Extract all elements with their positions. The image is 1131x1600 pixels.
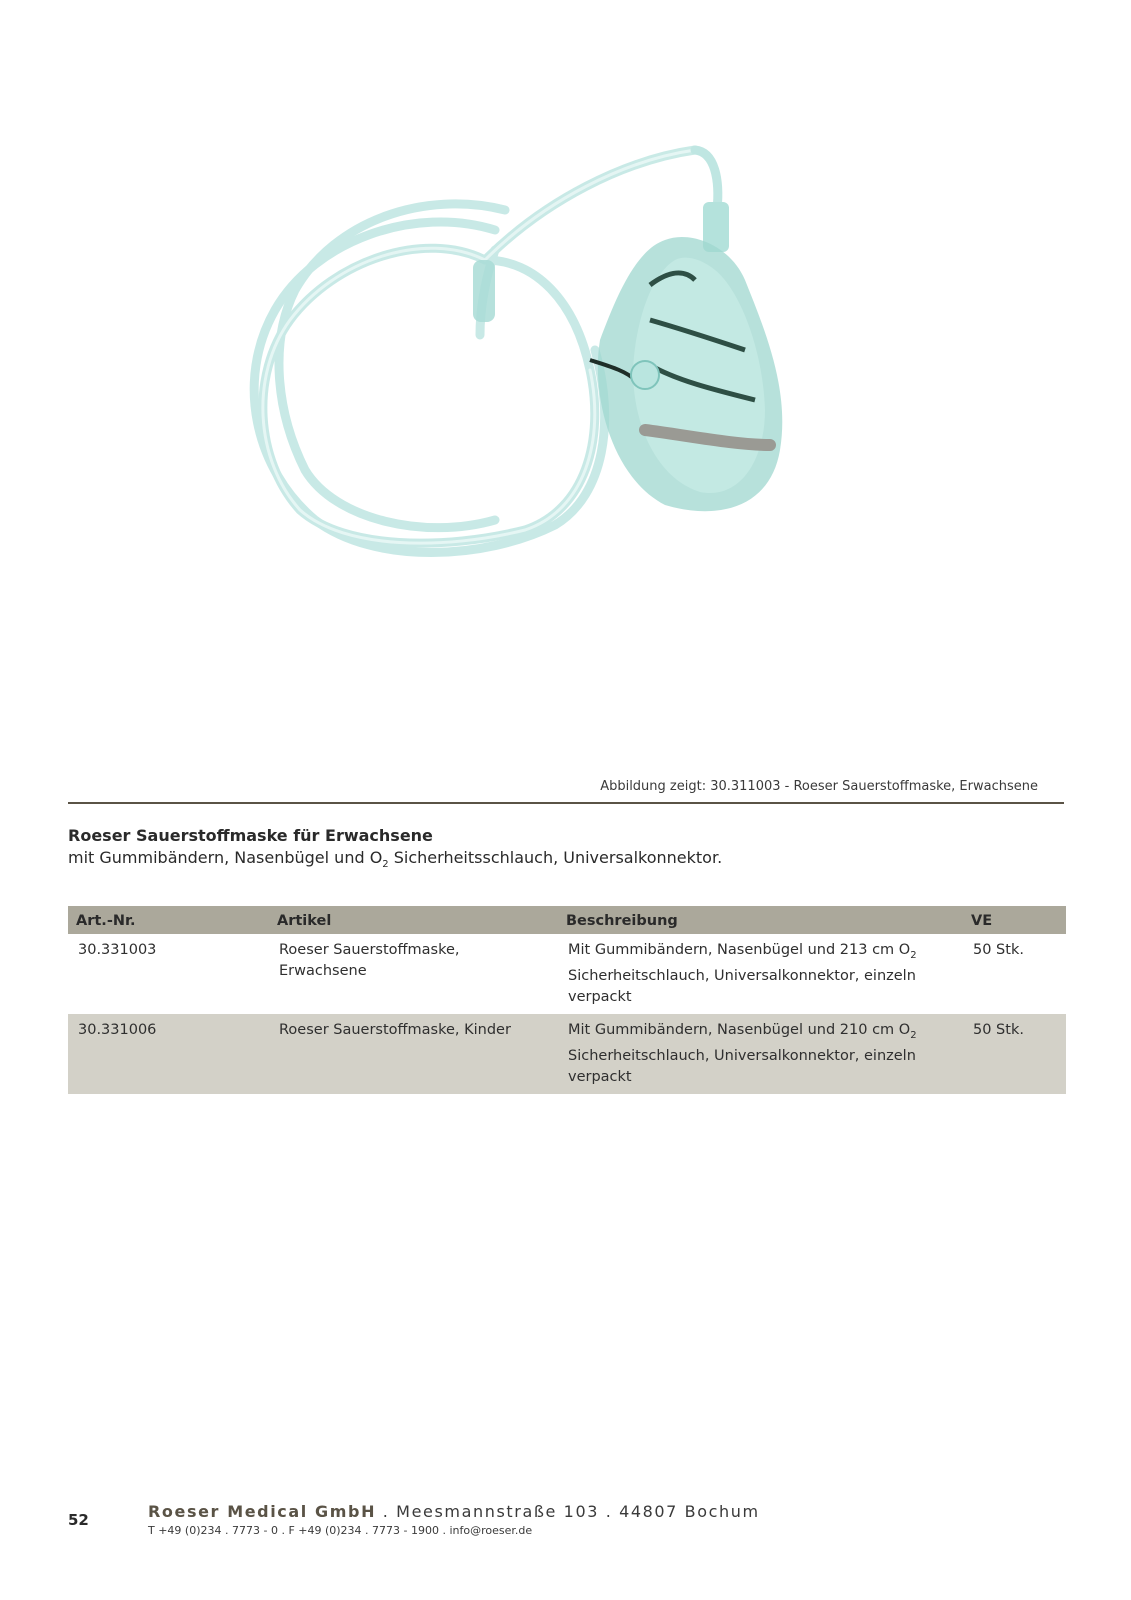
- product-subtitle-rest: Sicherheitsschlauch, Universalkonnektor.: [388, 848, 723, 867]
- image-caption: Abbildung zeigt: 30.311003 - Roeser Sauerstoffmaske, Erwachsene: [600, 779, 1038, 794]
- desc-line: Sicherheitschlauch, Universalkonnektor, einzeln: [568, 1048, 916, 1064]
- divider: [68, 802, 1064, 804]
- cell-artikel: Roeser Sauerstoffmaske, Kinder: [269, 1014, 558, 1094]
- cell-art-nr: 30.331006: [68, 1014, 269, 1094]
- desc-line: Mit Gummibändern, Nasenbügel und 213 cm O: [568, 942, 911, 958]
- cell-ve: 50 Stk.: [973, 942, 1024, 958]
- product-subtitle-part: mit Gummibändern, Nasenbügel und O: [68, 848, 383, 867]
- header-beschreibung: Beschreibung: [558, 906, 963, 934]
- cell-artikel: Roeser Sauerstoffmaske, Erwachsene: [279, 942, 460, 979]
- desc-line: verpackt: [568, 989, 632, 1005]
- table-row: [68, 1014, 1066, 1094]
- desc-line: Sicherheitschlauch, Universalkonnektor, einzeln: [568, 968, 916, 984]
- header-artikel: Artikel: [269, 906, 558, 934]
- desc-line: verpackt: [568, 1069, 632, 1085]
- table-header-row: [68, 906, 1066, 934]
- footer-contact: T +49 (0)234 . 7773 - 0 . F +49 (0)234 . 7773 - 1900 . info@roeser.de: [148, 1524, 533, 1537]
- desc-line: Mit Gummibändern, Nasenbügel und 210 cm O: [568, 1022, 911, 1038]
- product-subtitle: [68, 848, 722, 870]
- article-table: [68, 906, 1066, 1094]
- company-name: Roeser Medical GmbH: [148, 1502, 377, 1521]
- cell-art-nr: 30.331003: [78, 942, 157, 958]
- product-photo: [195, 110, 895, 610]
- cell-beschreibung: [558, 1014, 963, 1094]
- table-row: [68, 934, 1066, 1014]
- header-art-nr: Art.-Nr.: [68, 906, 269, 934]
- cell-ve: 50 Stk.: [963, 1014, 1066, 1094]
- subscript-2: 2: [382, 859, 389, 870]
- page-number: 52: [68, 1511, 89, 1529]
- header-ve: VE: [963, 906, 1066, 934]
- footer-company: [148, 1502, 760, 1521]
- oxygen-mask-photo-icon: [195, 110, 895, 610]
- company-address: . Meesmannstraße 103 . 44807 Bochum: [376, 1502, 760, 1521]
- product-title: Roeser Sauerstoffmaske für Erwachsene: [68, 826, 433, 845]
- subscript-2: 2: [910, 1030, 917, 1041]
- subscript-2: 2: [910, 950, 917, 961]
- cell-beschreibung: [558, 934, 963, 1014]
